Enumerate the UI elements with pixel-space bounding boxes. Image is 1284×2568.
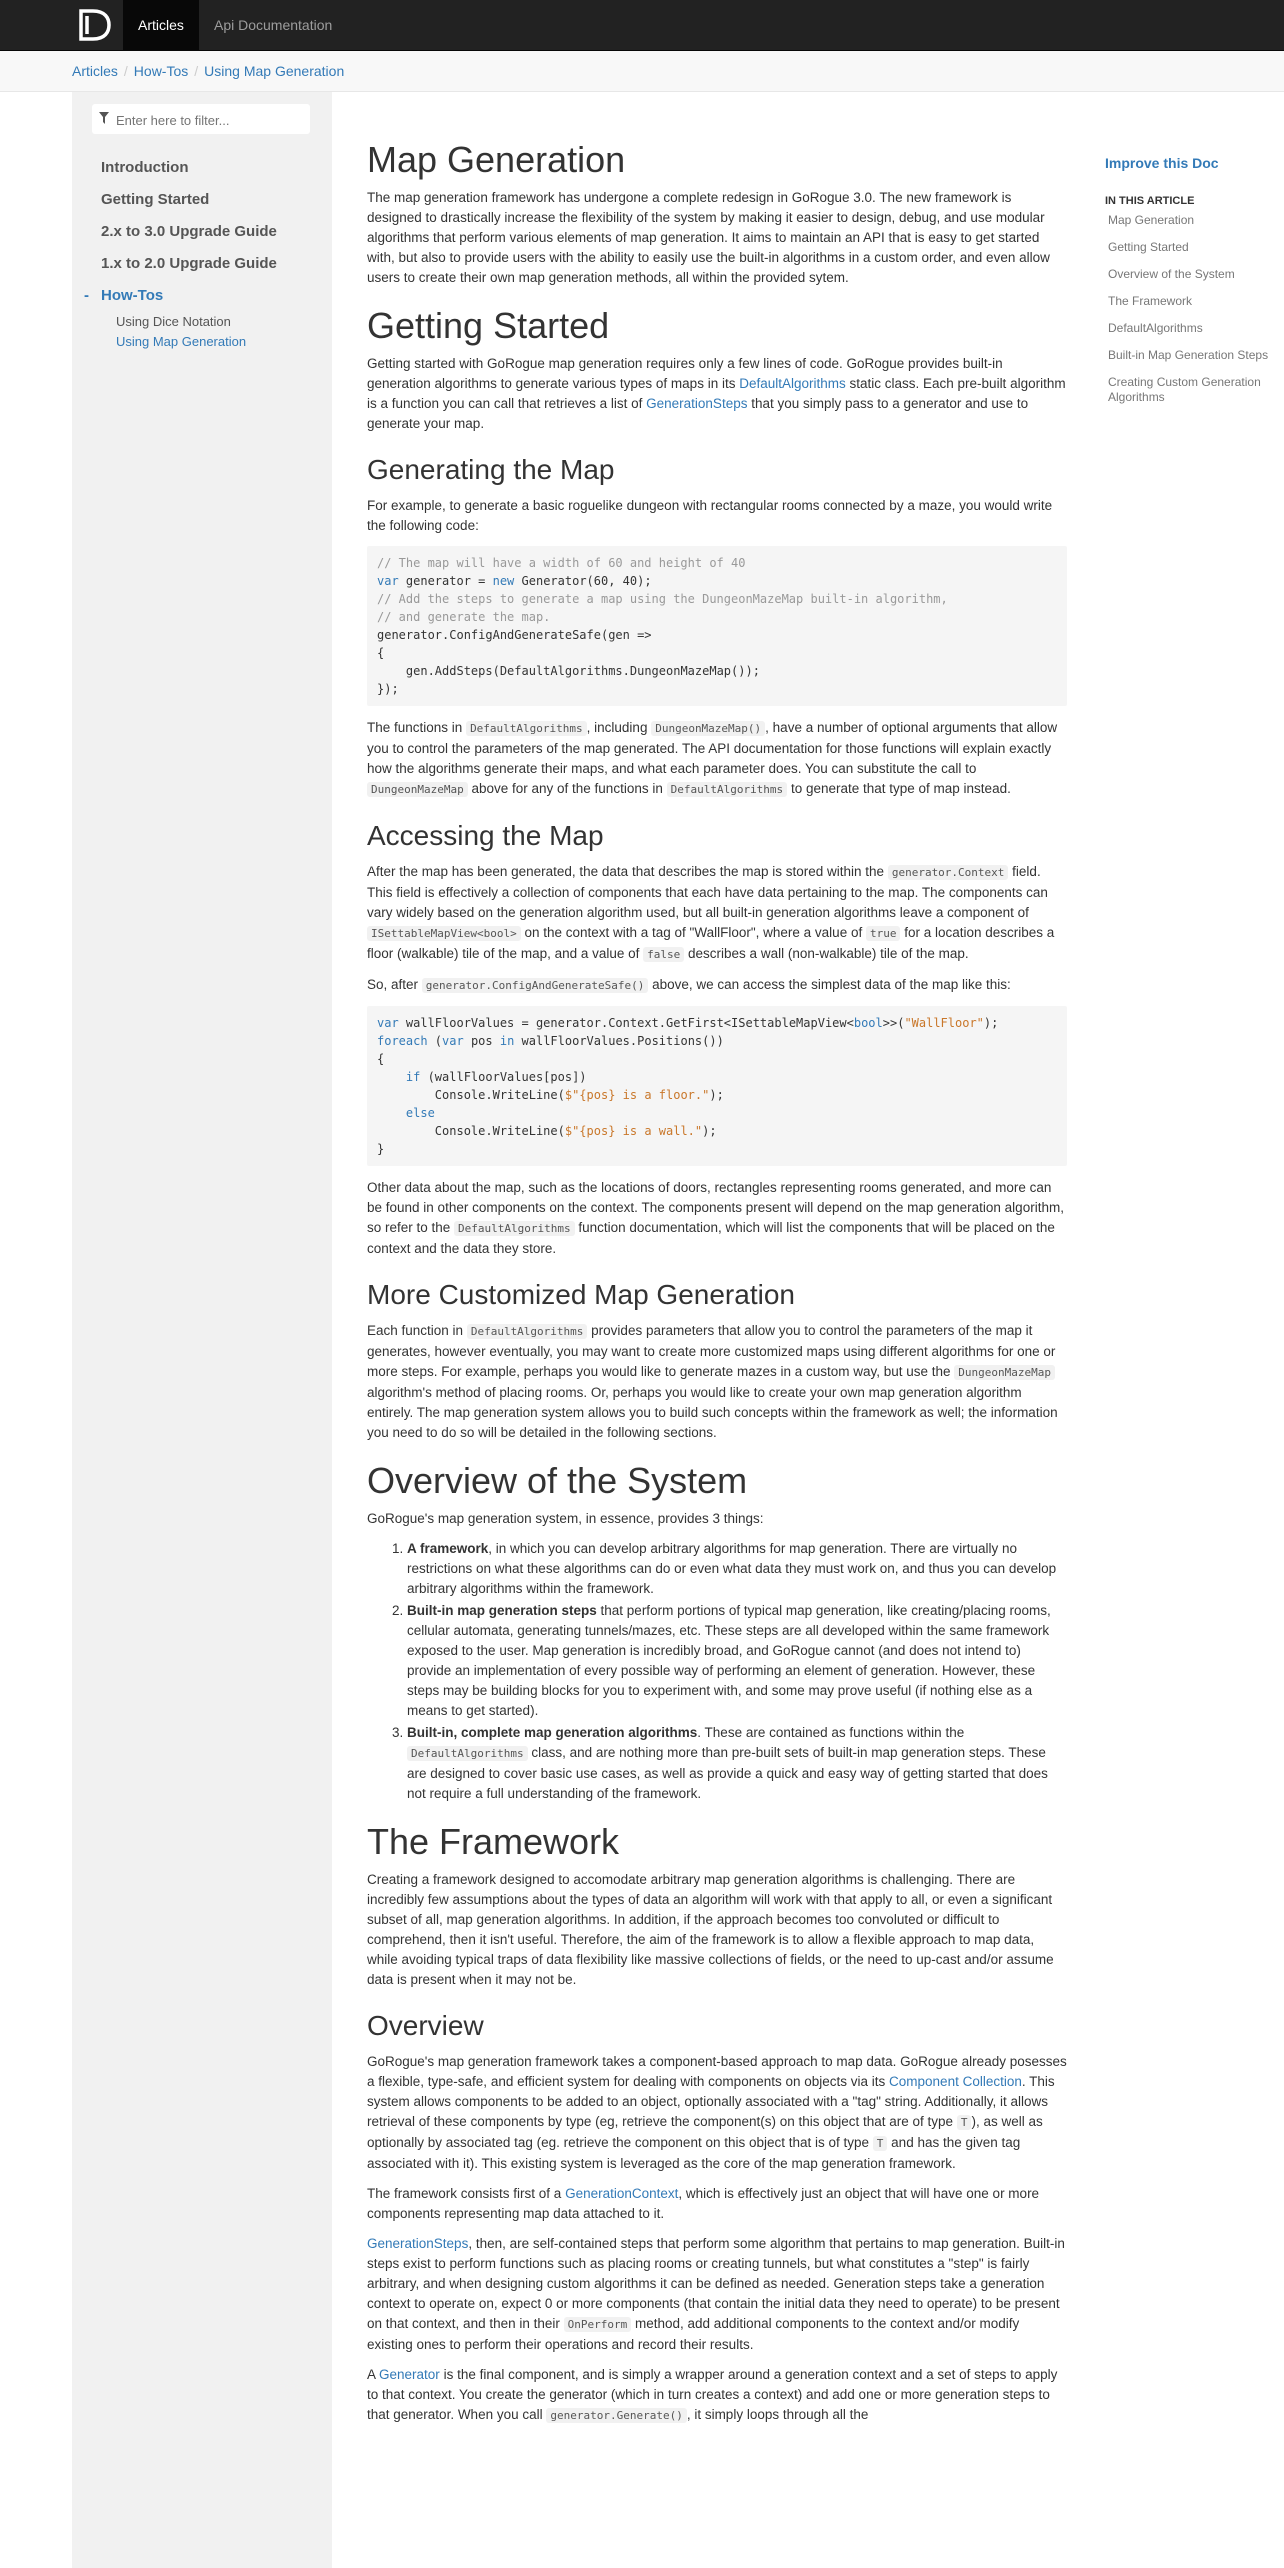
sidebar xyxy=(72,92,332,2568)
link-default-algorithms[interactable]: DefaultAlgorithms xyxy=(739,376,846,391)
improve-doc-link[interactable]: Improve this Doc xyxy=(1105,155,1219,171)
system-list xyxy=(367,1539,1067,1804)
breadcrumb-separator: / xyxy=(123,63,128,79)
paragraph-overview: GoRogue's map generation framework takes a component-based approach to map data. GoRogue already posesses a flexible, type-safe, and efficient system for dealing with components on objects via its Component Collection. This system allows components to be added to an object, optionally associated with a "tag" string. Additionally, it allows retrieval of these components by type (eg, retrieve the component(s) on this object that are of type T ), as well as optionally by associated tag (eg. retrieve the component on this object that is of type T and has the given tag associated with it). This existing system is leveraged as the core of the map generation framework. xyxy=(367,2054,1067,2171)
sidebar-subitem-dice-notation[interactable]: Using Dice Notation xyxy=(116,314,231,329)
sidebar-item-introduction[interactable]: Introduction xyxy=(101,159,189,176)
article-nav-link[interactable]: The Framework xyxy=(1108,294,1193,308)
filter-box xyxy=(92,104,310,134)
paragraph-functions: The functions in DefaultAlgorithms , including DungeonMazeMap() , have a number of optional arguments that allow you to control the parameters of the map generated. The API documentation for those functions will explain exactly how the algorithms generate their maps, and what each parameter does. You can substitute the call to DungeonMazeMap above for any of the functions in DefaultAlgorithms to generate that type of map instead. xyxy=(367,720,1058,796)
article-content xyxy=(367,140,1067,2436)
heading-customized: More Customized Map Generation xyxy=(367,1279,795,1310)
heading-framework: The Framework xyxy=(367,1821,620,1862)
paragraph-generator: A Generator is the final component, and is simply a wrapper around a generation context and a set of steps to apply to that context. You create the generator (which in turn creates a context) and add one or more generation steps to that generator. When you call generator.Generate() , it simply loops through all the xyxy=(367,2367,1058,2422)
paragraph-getting-started: Getting started with GoRogue map generation requires only a few lines of code. GoRogue provides built-in generation algorithms to generate various types of maps in its DefaultAlgorithms static class. Each pre-built algorithm is a function you can call that retrieves a list of GenerationSteps that you simply pass to a generator and use to generate your map. xyxy=(367,356,1066,431)
article-nav-link[interactable]: Overview of the System xyxy=(1108,267,1235,281)
paragraph-other-data: Other data about the map, such as the locations of doors, rectangles representing rooms generated, and more can be found in other components on the context. The components present will depend on the map generation algorithm, so refer to the DefaultAlgorithms function documentation, which will list the components that will be placed on the context and the data they store. xyxy=(367,1180,1064,1256)
filter-icon xyxy=(99,112,109,124)
link-generation-steps[interactable]: GenerationSteps xyxy=(646,396,748,411)
paragraph-framework: Creating a framework designed to accomodate arbitrary map generation algorithms is challenging. There are incredibly few assumptions about the types of data an algorithm will work with that apply to all, or even a significant subset of all, map generation algorithms. In addition, if the approach becomes too convoluted or difficult to comprehend, then it isn't useful. Therefore, the aim of the framework is to allow a flexible approach to map data, while avoiding typical traps of data flexibility like massive collections of fields, or the need to up-cast and/or assume data is present when it may not be. xyxy=(367,1872,1054,1987)
heading-overview-system: Overview of the System xyxy=(367,1460,748,1501)
article-nav-link[interactable]: Map Generation xyxy=(1108,213,1195,227)
breadcrumb-articles[interactable]: Articles xyxy=(72,63,118,79)
paragraph-intro: The map generation framework has undergone a complete redesign in GoRogue 3.0. The new framework is designed to drastically increase the flexibility of the system by making it easier to design, debug, and use modular algorithms that perform various elements of map generation. It aims to maintain an API that is easy to get started with, but also to provide users with the ability to easily use the built-in algorithms in a custom order, and even allow users to create their own map generation methods, all within the provided sytem. xyxy=(367,190,1050,285)
link-generation-context[interactable]: GenerationContext xyxy=(565,2186,679,2201)
article-nav-link[interactable]: Creating Custom Generation Algorithms xyxy=(1108,375,1261,404)
heading-map-generation: Map Generation xyxy=(367,139,626,180)
article-nav-panel xyxy=(1105,155,1284,417)
list-item: 3. Built-in, complete map generation algorithms. These are contained as functions within the DefaultAlgorithms class, and are nothing more than pre-built sets of built-in map generation steps. These are designed to cover basic use cases, as well as provide a quick and easy way of getting started that does not require a full understanding of the framework. xyxy=(407,1723,1067,1804)
link-generator[interactable]: Generator xyxy=(379,2367,440,2382)
breadcrumb-bar xyxy=(0,51,1284,92)
link-component-collection[interactable]: Component Collection xyxy=(889,2074,1022,2089)
paragraph-overview-intro: GoRogue's map generation system, in essence, provides 3 things: xyxy=(367,1511,764,1526)
nav-articles[interactable]: Articles xyxy=(123,0,199,50)
sidebar-item-label: How-Tos xyxy=(101,287,164,304)
heading-overview: Overview xyxy=(367,2010,484,2041)
filter-input[interactable] xyxy=(114,104,308,136)
paragraph-generation-steps: GenerationSteps, then, are self-contained steps that perform some algorithm that pertains to map generation. Built-in steps exist to perform functions such as placing rooms or creating tunnels, but what constitutes a "step" is fairly arbitrary, and when designing custom algorithms it can be defined as needed. Generation steps take a generation context to operate on, expect 0 or more components (that contain the initial data they need to operate) to be present on that context, and then in their OnPerform method, add additional components to the context and/or modify existing ones to perform their operations and record their results. xyxy=(367,2236,1065,2352)
in-this-article-heading: IN THIS ARTICLE xyxy=(1105,195,1195,207)
sidebar-item-upgrade-3[interactable]: 2.x to 3.0 Upgrade Guide xyxy=(101,223,277,240)
sidebar-item-getting-started[interactable]: Getting Started xyxy=(101,191,210,208)
list-item: 2. Built-in map generation steps that perform portions of typical map generation, like creating/placing rooms, cellular automata, generating tunnels/mazes, etc. These steps are all developed within the same framework exposed to the user. Map generation is incredibly broad, and GoRogue cannot (and does not intend to) provide an implementation of every possible way of performing an element of generation. However, these steps may be building blocks for you to experiment with, and some may prove useful (if nothing else as a means to get started). xyxy=(407,1601,1067,1721)
article-nav-link[interactable]: DefaultAlgorithms xyxy=(1108,321,1203,335)
breadcrumb-current[interactable]: Using Map Generation xyxy=(204,63,345,79)
link-generation-steps-2[interactable]: GenerationSteps xyxy=(367,2236,469,2251)
paragraph-framework-context: The framework consists first of a GenerationContext, which is effectively just an object that will have one or more components representing map data attached to it. xyxy=(367,2186,1040,2221)
nav-api-documentation[interactable]: Api Documentation xyxy=(214,17,333,33)
breadcrumb xyxy=(72,63,344,79)
heading-generating-map: Generating the Map xyxy=(367,454,615,485)
heading-accessing-map: Accessing the Map xyxy=(367,820,604,851)
top-navbar xyxy=(0,0,1284,51)
article-nav-link[interactable]: Built-in Map Generation Steps xyxy=(1108,348,1269,362)
list-item: 1. A framework, in which you can develop arbitrary algorithms for map generation. There are virtually no restrictions on what these algorithms can do or even what data they must work on, and thus you can develop arbitrary algorithms within the framework. xyxy=(407,1539,1067,1599)
breadcrumb-separator: / xyxy=(194,63,199,79)
sidebar-item-upgrade-2[interactable]: 1.x to 2.0 Upgrade Guide xyxy=(101,255,277,272)
sidebar-toc xyxy=(72,152,332,352)
article-nav-link[interactable]: Getting Started xyxy=(1108,240,1189,254)
code-block-generate: // The map will have a width of 60 and height of 40 var generator = new Generator(60, 40); // Add the steps to generate a map using the DungeonMazeMap built-in algorithm, // and generate the map. generator.ConfigAndGenerateSafe(gen => { gen.AddSteps(DefaultAlgorithms.DungeonMazeMap()); }); xyxy=(367,546,1067,706)
paragraph-accessing: After the map has been generated, the data that describes the map is stored within the generator.Context field. This field is effectively a collection of components that each have data pertaining to the map. The components can vary widely based on the generation algorithm used, but all built-in generation algorithms leave a component of ISettableMapView<bool> on the context with a tag of "WallFloor", where a value of true for a location describes a floor (walkable) tile of the map, and a value of false describes a wall (non-walkable) tile of the map. xyxy=(367,864,1055,961)
expand-marker: - xyxy=(84,287,89,304)
code-block-access: var wallFloorValues = generator.Context.GetFirst<ISettableMapView<bool>>("WallFloor"); foreach (var pos in wallFloorValues.Positions()) { if (wallFloorValues[pos]) Console.WriteLine($"{pos} is a floor."); else Console.WriteLine($"{pos} is a wall."); } xyxy=(367,1006,1067,1166)
paragraph-generating: For example, to generate a basic roguelike dungeon with rectangular rooms connected by a maze, you would write the following code: xyxy=(367,498,1053,533)
sidebar-item-how-tos[interactable] xyxy=(72,280,332,312)
paragraph-so-after: So, after generator.ConfigAndGenerateSafe() above, we can access the simplest data of the map like this: xyxy=(367,977,1011,992)
heading-getting-started: Getting Started xyxy=(367,305,610,346)
sidebar-subitem-map-generation[interactable]: Using Map Generation xyxy=(116,334,247,349)
site-logo[interactable] xyxy=(76,8,112,42)
breadcrumb-how-tos[interactable]: How-Tos xyxy=(133,63,189,79)
paragraph-customized: Each function in DefaultAlgorithms provides parameters that allow you to control the parameters of the map it generates, however eventually, you may want to create more customized maps using different algorithms for one or more steps. For example, perhaps you would like to generate mazes in a custom way, but use the DungeonMazeMap algorithm's method of placing rooms. Or, perhaps you would like to create your own map generation algorithm entirely. The map generation system allows you to build such concepts within the framework as well; the information you need to do so will be detailed in the following sections. xyxy=(367,1323,1058,1440)
